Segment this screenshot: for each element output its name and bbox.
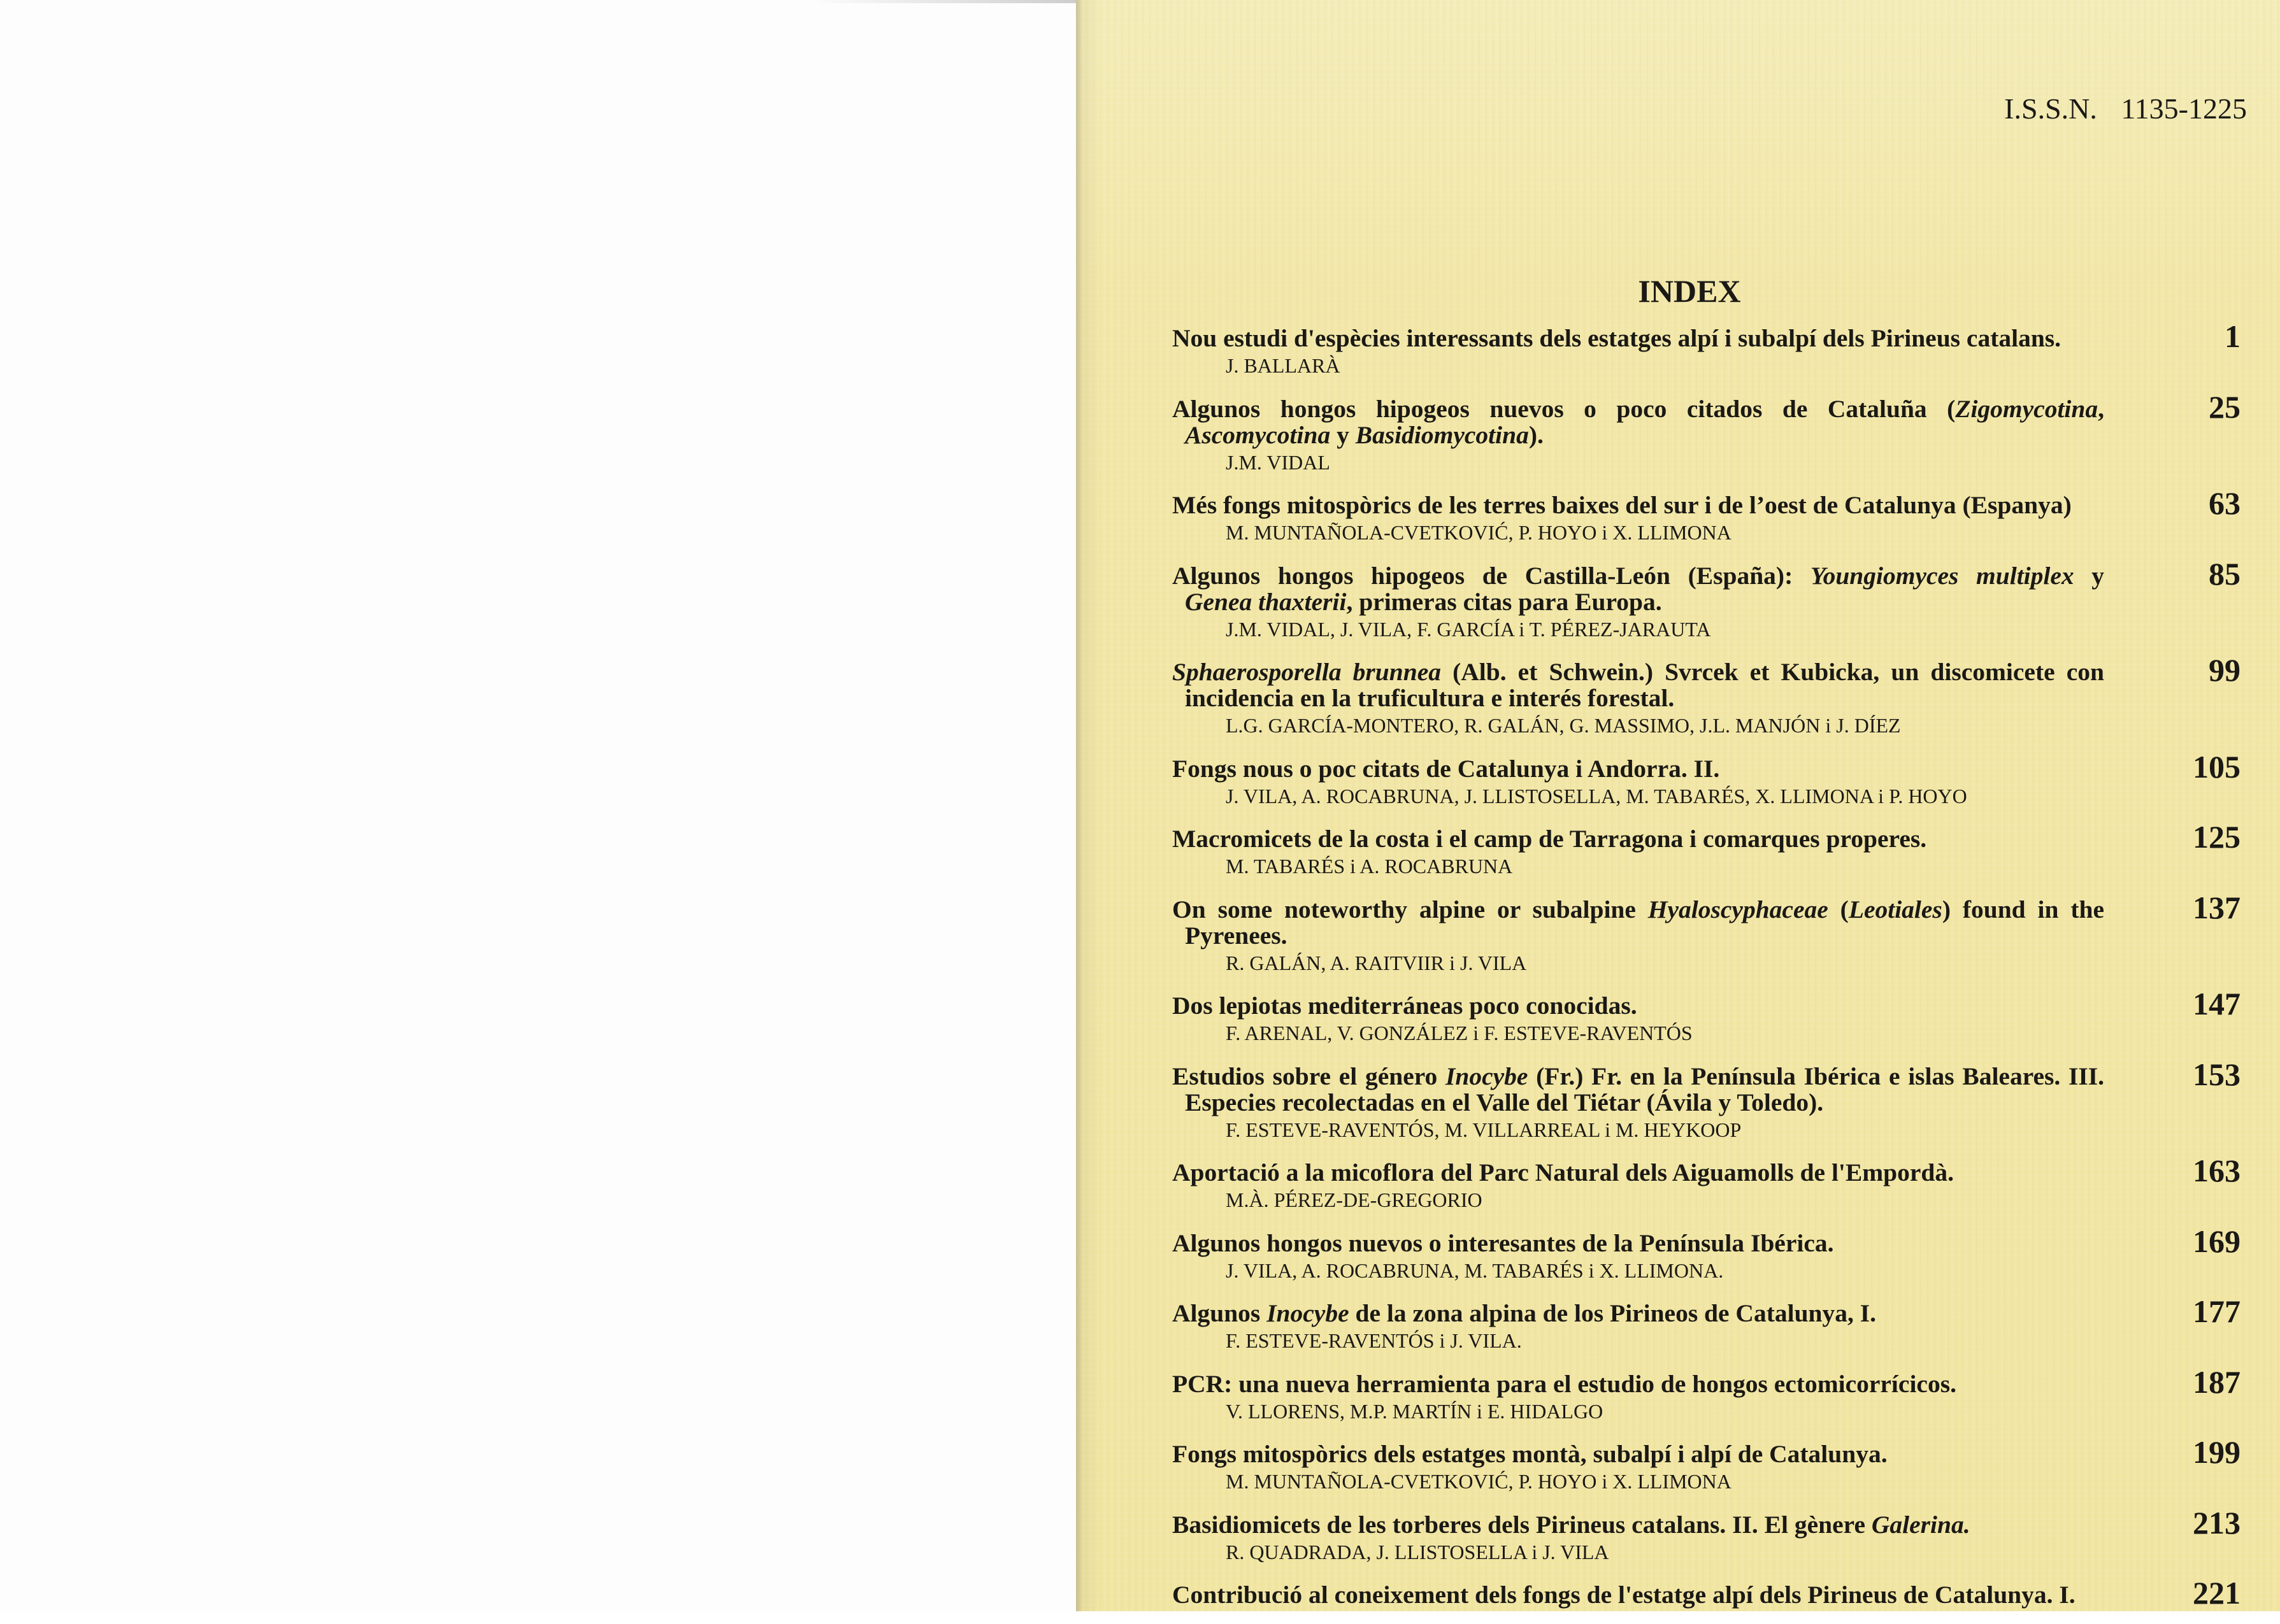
- index-entry: [1172, 889, 2241, 978]
- title-text: Pyrenees.: [1185, 921, 1287, 950]
- entry-authors: J. VILA, A. ROCABRUNA, M. TABARÉS i X. LLIMONA.: [1226, 1258, 1724, 1282]
- entry-title-line: [1172, 1582, 2104, 1608]
- title-text: Macromicets de la costa i el camp de Tarragona i comarques properes.: [1172, 825, 1927, 853]
- title-text: Contribució al coneixement dels fongs de l'estatge alpí dels Pirineus de Catalunya. I.: [1172, 1581, 2076, 1609]
- entry-authors: V. LLORENS, M.P. MARTÍN i E. HIDALGO: [1226, 1399, 1603, 1423]
- title-text: Més fongs mitospòrics de les terres baixes del sur i de l’oest de Catalunya (Espanya): [1172, 491, 2072, 519]
- entry-title: [1172, 1441, 2104, 1467]
- entry-page-number: 199: [2193, 1434, 2241, 1470]
- entry-page-number: 187: [2193, 1364, 2241, 1400]
- index-entry: [1172, 1434, 2241, 1496]
- entry-title: [1172, 396, 2104, 448]
- index-entry: [1172, 555, 2241, 644]
- entry-page-number: 177: [2193, 1293, 2241, 1329]
- index-entry: [1172, 1575, 2241, 1611]
- entry-title-line: [1172, 923, 2104, 949]
- entry-title-line: [1172, 1230, 2104, 1257]
- title-text: Nou estudi d'espècies interessants dels estatges alpí i subalpí dels Pirineus catalans.: [1172, 324, 2061, 352]
- index-heading: INDEX: [1638, 273, 1741, 309]
- entry-title: [1172, 1160, 2104, 1186]
- index-entry: [1172, 1223, 2241, 1285]
- entry-page-number: 105: [2193, 748, 2241, 785]
- entry-authors: M.À. PÉREZ-DE-GREGORIO: [1226, 1188, 1482, 1211]
- index-entry: [1172, 652, 2241, 740]
- title-text: incidencia en la truficultura e interés forestal.: [1185, 684, 1675, 712]
- entry-page-number: 99: [2209, 652, 2241, 688]
- index-entry: [1172, 748, 2241, 811]
- entry-title-line: [1172, 1090, 2104, 1116]
- entry-title: [1172, 1300, 2104, 1327]
- entry-title-line: [1172, 589, 2104, 615]
- entry-page-number: 221: [2193, 1575, 2241, 1611]
- taxon-name: Sphaerosporella brunnea: [1172, 658, 1441, 686]
- title-text: ,: [2098, 394, 2104, 423]
- entry-authors: R. GALÁN, A. RAITVIIR i J. VILA: [1226, 951, 1527, 974]
- title-text: Algunos hongos hipogeos nuevos o poco citados de Cataluña (: [1172, 394, 1956, 423]
- taxon-name: Galerina.: [1871, 1510, 1970, 1539]
- title-text: y: [1330, 420, 1356, 449]
- scan-edge-shadow: [809, 0, 1076, 3]
- entry-authors: J. VILA, A. ROCABRUNA, J. LLISTOSELLA, M. TABARÉS, X. LLIMONA i P. HOYO: [1226, 784, 1967, 808]
- entry-title: [1172, 1230, 2104, 1257]
- taxon-name: Youngiomyces multiplex: [1810, 561, 2074, 590]
- entry-page-number: 1: [2225, 318, 2241, 354]
- entry-page-number: 169: [2193, 1223, 2241, 1259]
- title-text: Dos lepiotas mediterráneas poco conocidas.: [1172, 992, 1637, 1020]
- title-text: Basidiomicets de les torberes dels Pirineus catalans. II. El gènere: [1172, 1510, 1872, 1539]
- entry-authors: F. ESTEVE-RAVENTÓS, M. VILLARREAL i M. HEYKOOP: [1226, 1118, 1742, 1141]
- entry-title-line: [1172, 685, 2104, 711]
- entry-page-number: 137: [2193, 889, 2241, 925]
- entry-title-line: [1172, 396, 2104, 422]
- title-text: Algunos: [1172, 1299, 1267, 1327]
- entry-title-line: [1172, 422, 2104, 448]
- entry-page-number: 63: [2209, 485, 2241, 521]
- title-text: Fongs nous o poc citats de Catalunya i Andorra. II.: [1172, 754, 1720, 783]
- title-text: On some noteworthy alpine or subalpine: [1172, 895, 1648, 923]
- entry-title: [1172, 1064, 2104, 1116]
- taxon-name: Inocybe: [1266, 1299, 1349, 1327]
- entry-authors: F. ESTEVE-RAVENTÓS i J. VILA.: [1226, 1329, 1522, 1352]
- entry-title: [1172, 1512, 2104, 1538]
- entry-authors: M. TABARÉS i A. ROCABRUNA: [1226, 855, 1513, 878]
- index-entry: [1172, 318, 2241, 380]
- entry-page-number: 163: [2193, 1153, 2241, 1188]
- taxon-name: Zigomycotina: [1955, 394, 2098, 423]
- title-text: (Fr.) Fr. en la Península Ibérica e islas Baleares. III.: [1528, 1062, 2104, 1090]
- title-text: PCR: una nueva herramienta para el estudio de hongos ectomicorrícicos.: [1172, 1369, 1956, 1398]
- taxon-name: Basidiomycotina: [1355, 420, 1529, 449]
- entry-authors: J. BALLARÀ: [1226, 354, 1340, 377]
- entry-title-line: [1172, 756, 2104, 782]
- blank-left-page: [0, 0, 1076, 1611]
- entry-authors: J.M. VIDAL: [1226, 450, 1330, 474]
- index-list: [1172, 318, 2241, 1624]
- entry-page-number: 153: [2193, 1056, 2241, 1092]
- entry-title-line: [1172, 325, 2104, 352]
- issn-number: I.S.S.N. 1135-1225: [2004, 92, 2247, 125]
- title-text: Algunos hongos nuevos o interesantes de la Península Ibérica.: [1172, 1229, 1834, 1257]
- entry-title-line: [1172, 1371, 2104, 1397]
- entry-title-line: [1172, 993, 2104, 1019]
- entry-authors: R. QUADRADA, J. LLISTOSELLA i J. VILA: [1226, 1540, 1609, 1563]
- title-text: Aportació a la micoflora del Parc Natural dels Aiguamolls de l'Empordà.: [1172, 1158, 1954, 1186]
- entry-title: [1172, 659, 2104, 711]
- index-entry: [1172, 485, 2241, 547]
- entry-title: [1172, 993, 2104, 1019]
- index-entry: [1172, 388, 2241, 477]
- title-text: Fongs mitospòrics dels estatges montà, subalpí i alpí de Catalunya.: [1172, 1440, 1888, 1468]
- entry-page-number: 25: [2209, 388, 2241, 425]
- index-entry: [1172, 1293, 2241, 1355]
- entry-authors: M. MUNTAÑOLA-CVETKOVIĆ, P. HOYO i X. LLIMONA: [1226, 1470, 1732, 1493]
- title-text: y: [2074, 561, 2104, 590]
- entry-title: [1172, 563, 2104, 615]
- entry-title: [1172, 325, 2104, 352]
- entry-title-line: [1172, 492, 2104, 518]
- entry-page-number: 147: [2193, 986, 2241, 1022]
- entry-title: [1172, 1371, 2104, 1397]
- title-text: , primeras citas para Europa.: [1346, 587, 1662, 616]
- taxon-name: Inocybe: [1445, 1062, 1528, 1090]
- title-text: (: [1828, 895, 1849, 923]
- index-entry: [1172, 1153, 2241, 1214]
- index-entry: [1172, 1364, 2241, 1426]
- taxon-name: Ascomycotina: [1185, 420, 1331, 449]
- entry-title-line: [1172, 659, 2104, 685]
- entry-title: [1172, 1582, 2104, 1608]
- index-entry: [1172, 986, 2241, 1048]
- title-text: Algunos hongos hipogeos de Castilla-León (España):: [1172, 561, 1810, 590]
- entry-title-line: [1172, 1064, 2104, 1090]
- entry-title-line: [1172, 1512, 2104, 1538]
- title-text: (Alb. et Schwein.) Svrcek et Kubicka, un discomicete con: [1440, 658, 2105, 686]
- entry-title-line: [1172, 1441, 2104, 1467]
- entry-authors: J.M. VIDAL, J. VILA, F. GARCÍA i T. PÉREZ-JARAUTA: [1226, 617, 1711, 641]
- index-entry: [1172, 1056, 2241, 1144]
- title-text: ) found in the: [1942, 895, 2104, 923]
- title-text: ).: [1528, 420, 1544, 449]
- entry-title-line: [1172, 826, 2104, 852]
- entry-title-line: [1172, 563, 2104, 589]
- entry-page-number: 85: [2209, 555, 2241, 592]
- entry-authors: M. MUNTAÑOLA-CVETKOVIĆ, P. HOYO i X. LLIMONA: [1226, 521, 1732, 544]
- entry-authors: F. ARENAL, V. GONZÁLEZ i F. ESTEVE-RAVENTÓS: [1226, 1022, 1693, 1044]
- index-entry: [1172, 819, 2241, 881]
- entry-title: [1172, 492, 2104, 518]
- entry-title-line: [1172, 1300, 2104, 1327]
- title-text: Especies recolectadas en el Valle del Tiétar (Ávila y Toledo).: [1185, 1088, 1824, 1116]
- title-text: Estudios sobre el género: [1172, 1062, 1445, 1090]
- entry-title: [1172, 826, 2104, 852]
- taxon-name: Genea thaxterii: [1185, 587, 1347, 616]
- entry-title: [1172, 897, 2104, 949]
- index-entry: [1172, 1504, 2241, 1567]
- entry-page-number: 125: [2193, 819, 2241, 855]
- taxon-name: Leotiales: [1848, 895, 1942, 923]
- entry-title-line: [1172, 897, 2104, 923]
- taxon-name: Hyaloscyphaceae: [1647, 895, 1828, 923]
- entry-authors: L.G. GARCÍA-MONTERO, R. GALÁN, G. MASSIMO, J.L. MANJÓN i J. DÍEZ: [1226, 714, 1901, 737]
- entry-title: [1172, 756, 2104, 782]
- title-text: de la zona alpina de los Pirineos de Catalunya, I.: [1349, 1299, 1877, 1327]
- entry-title-line: [1172, 1160, 2104, 1186]
- entry-page-number: 213: [2193, 1504, 2241, 1541]
